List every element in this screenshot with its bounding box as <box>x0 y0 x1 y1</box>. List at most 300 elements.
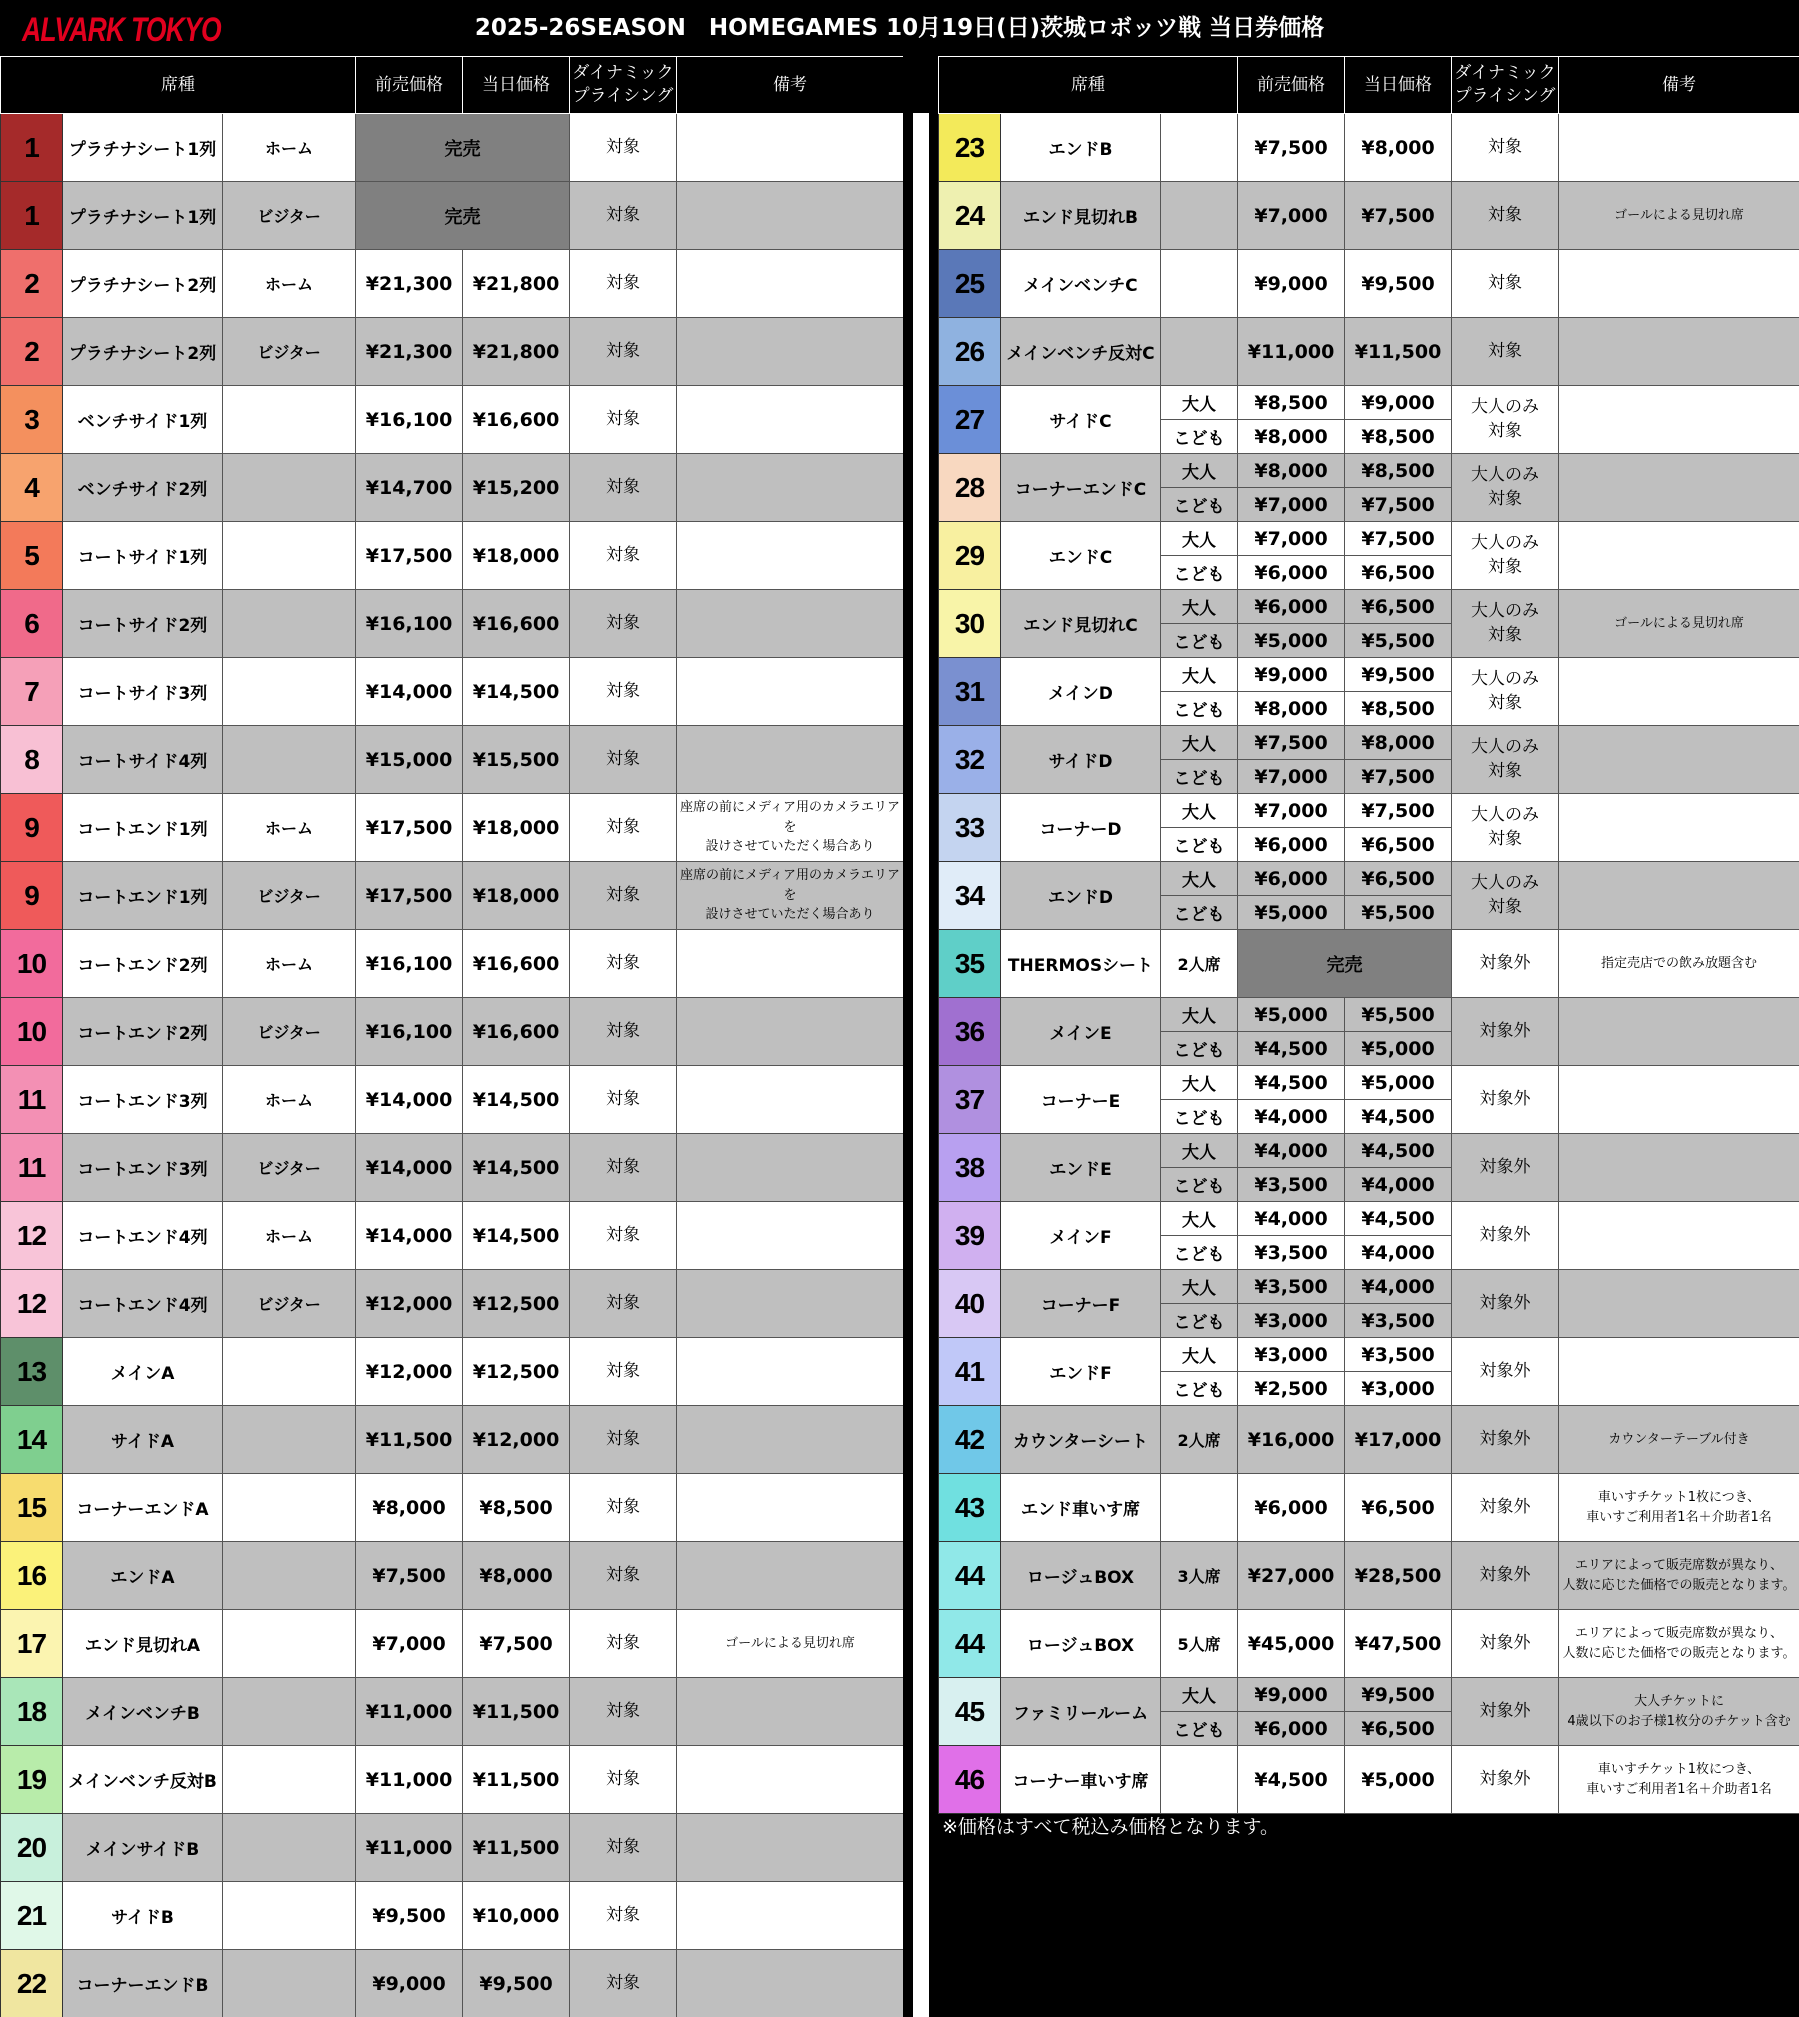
dynamic-pricing: 対象 <box>570 318 677 386</box>
remark <box>1559 1134 1799 1202</box>
age-type: 大人 <box>1161 1678 1238 1712</box>
advance-price: ¥7,500 <box>1238 726 1345 760</box>
age-type: 大人 <box>1161 454 1238 488</box>
seat-subtype <box>223 1610 356 1678</box>
seat-subtype: ホーム <box>223 1066 356 1134</box>
col-advance: 前売価格 <box>356 57 463 114</box>
seat-number-badge: 12 <box>1 1270 63 1338</box>
col-remarks: 備考 <box>1559 57 1799 114</box>
seat-name: ロージュBOX <box>1001 1610 1161 1678</box>
dayof-price: ¥15,500 <box>463 726 570 794</box>
advance-price: ¥8,000 <box>1238 420 1345 454</box>
age-type: 大人 <box>1161 1338 1238 1372</box>
seat-name: コートエンド1列 <box>63 794 223 862</box>
dynamic-pricing: 対象 <box>1452 318 1559 386</box>
dayof-price: ¥14,500 <box>463 1066 570 1134</box>
seat-subtype: ホーム <box>223 930 356 998</box>
remark <box>677 1270 904 1338</box>
age-type: こども <box>1161 624 1238 658</box>
advance-price: ¥7,000 <box>1238 522 1345 556</box>
seat-subtype <box>223 1950 356 2017</box>
dayof-price: ¥4,500 <box>1345 1202 1452 1236</box>
seat-subtype: 2人席 <box>1161 1406 1238 1474</box>
dynamic-pricing: 対象外 <box>1452 1746 1559 1814</box>
dayof-price: ¥8,000 <box>1345 114 1452 182</box>
dynamic-pricing: 対象 <box>570 454 677 522</box>
dayof-price: ¥10,000 <box>463 1882 570 1950</box>
dynamic-pricing: 対象 <box>570 1474 677 1542</box>
advance-price: ¥16,000 <box>1238 1406 1345 1474</box>
dynamic-pricing: 対象外 <box>1452 1270 1559 1338</box>
remark <box>1559 658 1799 726</box>
dayof-price: ¥7,500 <box>1345 794 1452 828</box>
advance-price: ¥3,000 <box>1238 1338 1345 1372</box>
remark <box>677 454 904 522</box>
dayof-price: ¥8,000 <box>463 1542 570 1610</box>
seat-number-badge: 8 <box>1 726 63 794</box>
dayof-price: ¥16,600 <box>463 590 570 658</box>
table-row <box>939 454 1799 488</box>
seat-name: ファミリールーム <box>1001 1678 1161 1746</box>
remark <box>677 590 904 658</box>
seat-number-badge: 33 <box>939 794 1001 862</box>
col-dynamic: ダイナミック プライシング <box>570 57 677 114</box>
seat-number-badge: 46 <box>939 1746 1001 1814</box>
dynamic-pricing: 対象外 <box>1452 1134 1559 1202</box>
dynamic-pricing: 対象 <box>570 1882 677 1950</box>
remark: ゴールによる見切れ席 <box>1559 590 1799 658</box>
divider-stripe <box>913 113 929 2017</box>
table-row <box>1 1746 904 1814</box>
table-row <box>1 1202 904 1270</box>
table-row <box>939 1202 1799 1236</box>
seat-number-badge: 3 <box>1 386 63 454</box>
table-row <box>1 1610 904 1678</box>
seat-number-badge: 31 <box>939 658 1001 726</box>
dayof-price: ¥3,500 <box>1345 1338 1452 1372</box>
seat-number-badge: 2 <box>1 250 63 318</box>
remark <box>677 1338 904 1406</box>
dynamic-pricing: 対象 <box>1452 114 1559 182</box>
remark: エリアによって販売席数が異なり、 人数に応じた価格での販売となります。 <box>1559 1610 1799 1678</box>
age-type: 大人 <box>1161 590 1238 624</box>
advance-price: ¥4,500 <box>1238 1032 1345 1066</box>
seat-number-badge: 45 <box>939 1678 1001 1746</box>
remark <box>677 1950 904 2017</box>
remark: 座席の前にメディア用のカメラエリアを 設けさせていただく場合あり <box>677 862 904 930</box>
seat-name: サイドA <box>63 1406 223 1474</box>
dayof-price: ¥28,500 <box>1345 1542 1452 1610</box>
dayof-price: ¥15,200 <box>463 454 570 522</box>
seat-subtype <box>223 590 356 658</box>
table-row <box>939 1610 1799 1678</box>
seat-number-badge: 5 <box>1 522 63 590</box>
seat-number-badge: 39 <box>939 1202 1001 1270</box>
table-row <box>939 318 1799 386</box>
remark: ゴールによる見切れ席 <box>677 1610 904 1678</box>
advance-price: ¥14,000 <box>356 1066 463 1134</box>
seat-name: メインベンチ反対C <box>1001 318 1161 386</box>
advance-price: ¥14,700 <box>356 454 463 522</box>
seat-subtype: ビジター <box>223 182 356 250</box>
dayof-price: ¥4,500 <box>1345 1134 1452 1168</box>
advance-price: ¥17,500 <box>356 794 463 862</box>
advance-price: ¥7,000 <box>356 1610 463 1678</box>
age-type: こども <box>1161 556 1238 590</box>
advance-price: ¥16,100 <box>356 386 463 454</box>
remark <box>677 522 904 590</box>
seat-name: メインベンチB <box>63 1678 223 1746</box>
table-row <box>939 1406 1799 1474</box>
advance-price: ¥3,500 <box>1238 1270 1345 1304</box>
dayof-price: ¥5,000 <box>1345 1032 1452 1066</box>
dynamic-pricing: 対象外 <box>1452 1338 1559 1406</box>
seat-name: エンド見切れC <box>1001 590 1161 658</box>
seat-number-badge: 42 <box>939 1406 1001 1474</box>
dayof-price: ¥4,500 <box>1345 1100 1452 1134</box>
age-type: 大人 <box>1161 862 1238 896</box>
dayof-price: ¥47,500 <box>1345 1610 1452 1678</box>
table-row <box>939 250 1799 318</box>
table-row <box>1 182 904 250</box>
dayof-price: ¥14,500 <box>463 658 570 726</box>
dayof-price: ¥9,000 <box>1345 386 1452 420</box>
dynamic-pricing: 大人のみ 対象 <box>1452 726 1559 794</box>
table-row <box>1 1950 904 2017</box>
seat-number-badge: 38 <box>939 1134 1001 1202</box>
dayof-price: ¥5,000 <box>1345 1066 1452 1100</box>
age-type: 大人 <box>1161 386 1238 420</box>
table-row <box>939 1338 1799 1372</box>
dayof-price: ¥4,000 <box>1345 1270 1452 1304</box>
table-row <box>1 1338 904 1406</box>
seat-name: カウンターシート <box>1001 1406 1161 1474</box>
advance-price: ¥6,000 <box>1238 828 1345 862</box>
dynamic-pricing: 大人のみ 対象 <box>1452 658 1559 726</box>
remark <box>677 1066 904 1134</box>
table-row <box>1 1542 904 1610</box>
remark <box>677 250 904 318</box>
remark <box>677 998 904 1066</box>
seat-name: コートサイド4列 <box>63 726 223 794</box>
remark <box>1559 862 1799 930</box>
remark: エリアによって販売席数が異なり、 人数に応じた価格での販売となります。 <box>1559 1542 1799 1610</box>
advance-price: ¥11,000 <box>1238 318 1345 386</box>
seat-subtype <box>223 1474 356 1542</box>
table-row <box>1 862 904 930</box>
seat-number-badge: 11 <box>1 1066 63 1134</box>
table-row <box>939 522 1799 556</box>
seat-subtype <box>223 1814 356 1882</box>
dayof-price: ¥16,600 <box>463 386 570 454</box>
remark <box>1559 114 1799 182</box>
seat-name: メインベンチ反対B <box>63 1746 223 1814</box>
seat-number-badge: 10 <box>1 998 63 1066</box>
table-row <box>1 522 904 590</box>
dayof-price: ¥7,500 <box>463 1610 570 1678</box>
dayof-price: ¥7,500 <box>1345 488 1452 522</box>
seat-number-badge: 34 <box>939 862 1001 930</box>
age-type: こども <box>1161 420 1238 454</box>
seat-number-badge: 23 <box>939 114 1001 182</box>
advance-price: ¥14,000 <box>356 1202 463 1270</box>
remark <box>1559 522 1799 590</box>
remark <box>1559 386 1799 454</box>
advance-price: ¥7,500 <box>1238 114 1345 182</box>
seat-number-badge: 25 <box>939 250 1001 318</box>
advance-price: ¥16,100 <box>356 930 463 998</box>
seat-subtype: ビジター <box>223 1270 356 1338</box>
advance-price: ¥45,000 <box>1238 1610 1345 1678</box>
age-type: こども <box>1161 1712 1238 1746</box>
seat-name: エンドD <box>1001 862 1161 930</box>
seat-subtype <box>223 1678 356 1746</box>
advance-price: ¥9,500 <box>356 1882 463 1950</box>
dayof-price: ¥9,500 <box>1345 1678 1452 1712</box>
table-row <box>939 590 1799 624</box>
advance-price: ¥7,000 <box>1238 760 1345 794</box>
dynamic-pricing: 対象 <box>570 1270 677 1338</box>
dayof-price: ¥11,500 <box>1345 318 1452 386</box>
dayof-price: ¥8,500 <box>1345 692 1452 726</box>
seat-name: メインE <box>1001 998 1161 1066</box>
seat-number-badge: 29 <box>939 522 1001 590</box>
age-type: こども <box>1161 1372 1238 1406</box>
advance-price: ¥4,000 <box>1238 1134 1345 1168</box>
advance-price: ¥11,000 <box>356 1814 463 1882</box>
dynamic-pricing: 対象 <box>570 1950 677 2017</box>
advance-price: ¥5,000 <box>1238 896 1345 930</box>
age-type: 大人 <box>1161 1134 1238 1168</box>
advance-price: ¥5,000 <box>1238 624 1345 658</box>
dayof-price: ¥18,000 <box>463 794 570 862</box>
remark <box>1559 794 1799 862</box>
table-row <box>1 1066 904 1134</box>
dayof-price: ¥4,000 <box>1345 1236 1452 1270</box>
remark <box>1559 1202 1799 1270</box>
seat-number-badge: 1 <box>1 114 63 182</box>
age-type: こども <box>1161 1168 1238 1202</box>
seat-number-badge: 37 <box>939 1066 1001 1134</box>
advance-price: ¥11,000 <box>356 1746 463 1814</box>
advance-price: ¥27,000 <box>1238 1542 1345 1610</box>
age-type: 大人 <box>1161 658 1238 692</box>
seat-number-badge: 9 <box>1 862 63 930</box>
seat-number-badge: 26 <box>939 318 1001 386</box>
dynamic-pricing: 対象 <box>570 794 677 862</box>
col-dynamic: ダイナミック プライシング <box>1452 57 1559 114</box>
seat-number-badge: 15 <box>1 1474 63 1542</box>
sold-out-badge: 完売 <box>1238 930 1452 998</box>
remark: 車いすチケット1枚につき、 車いすご利用者1名＋介助者1名 <box>1559 1746 1799 1814</box>
dynamic-pricing: 対象 <box>570 862 677 930</box>
seat-number-badge: 35 <box>939 930 1001 998</box>
remark <box>677 1542 904 1610</box>
dynamic-pricing: 対象 <box>1452 182 1559 250</box>
dayof-price: ¥16,600 <box>463 930 570 998</box>
advance-price: ¥8,000 <box>1238 692 1345 726</box>
col-dayof: 当日価格 <box>463 57 570 114</box>
advance-price: ¥8,000 <box>356 1474 463 1542</box>
dayof-price: ¥6,500 <box>1345 556 1452 590</box>
advance-price: ¥21,300 <box>356 318 463 386</box>
seat-number-badge: 10 <box>1 930 63 998</box>
advance-price: ¥15,000 <box>356 726 463 794</box>
seat-subtype: ホーム <box>223 1202 356 1270</box>
seat-name: コーナーエンドA <box>63 1474 223 1542</box>
table-row <box>1 1814 904 1882</box>
dynamic-pricing: 対象 <box>570 658 677 726</box>
remark <box>677 726 904 794</box>
seat-number-badge: 14 <box>1 1406 63 1474</box>
advance-price: ¥9,000 <box>356 1950 463 2017</box>
dayof-price: ¥9,500 <box>1345 250 1452 318</box>
seat-subtype: ホーム <box>223 794 356 862</box>
remark: 指定売店での飲み放題含む <box>1559 930 1799 998</box>
advance-price: ¥11,000 <box>356 1678 463 1746</box>
seat-number-badge: 6 <box>1 590 63 658</box>
dayof-price: ¥5,500 <box>1345 896 1452 930</box>
seat-number-badge: 40 <box>939 1270 1001 1338</box>
table-row <box>1 114 904 182</box>
remark <box>1559 1338 1799 1406</box>
age-type: 大人 <box>1161 726 1238 760</box>
col-remarks: 備考 <box>677 57 904 114</box>
dayof-price: ¥7,500 <box>1345 760 1452 794</box>
table-row <box>939 1746 1799 1814</box>
age-type: 大人 <box>1161 1270 1238 1304</box>
dayof-price: ¥6,500 <box>1345 862 1452 896</box>
seat-name: コートサイド1列 <box>63 522 223 590</box>
dayof-price: ¥21,800 <box>463 250 570 318</box>
table-row <box>1 454 904 522</box>
seat-name: ロージュBOX <box>1001 1542 1161 1610</box>
dynamic-pricing: 対象 <box>570 1406 677 1474</box>
seat-subtype: ビジター <box>223 318 356 386</box>
seat-subtype <box>1161 250 1238 318</box>
seat-name: サイドB <box>63 1882 223 1950</box>
seat-subtype: ホーム <box>223 114 356 182</box>
dayof-price: ¥18,000 <box>463 862 570 930</box>
seat-name: コートサイド2列 <box>63 590 223 658</box>
col-seat: 席種 <box>939 57 1238 114</box>
advance-price: ¥2,500 <box>1238 1372 1345 1406</box>
remark <box>1559 1066 1799 1134</box>
table-row <box>939 726 1799 760</box>
seat-subtype: ホーム <box>223 250 356 318</box>
remark <box>677 386 904 454</box>
age-type: こども <box>1161 760 1238 794</box>
age-type: こども <box>1161 1100 1238 1134</box>
table-row <box>939 1066 1799 1100</box>
remark <box>677 1746 904 1814</box>
table-row <box>939 658 1799 692</box>
table-row <box>1 1134 904 1202</box>
seat-name: エンドF <box>1001 1338 1161 1406</box>
table-row <box>1 998 904 1066</box>
remark <box>1559 318 1799 386</box>
age-type: こども <box>1161 1032 1238 1066</box>
logo: ALVARK TOKYO <box>22 11 221 49</box>
table-row <box>939 862 1799 896</box>
dynamic-pricing: 対象 <box>570 1746 677 1814</box>
seat-name: コートエンド2列 <box>63 930 223 998</box>
remark <box>1559 998 1799 1066</box>
age-type: こども <box>1161 1236 1238 1270</box>
remark <box>1559 250 1799 318</box>
seat-name: サイドD <box>1001 726 1161 794</box>
dayof-price: ¥6,500 <box>1345 1712 1452 1746</box>
advance-price: ¥16,100 <box>356 998 463 1066</box>
remark <box>677 1814 904 1882</box>
seat-name: THERMOSシート <box>1001 930 1161 998</box>
seat-number-badge: 27 <box>939 386 1001 454</box>
seat-name: プラチナシート1列 <box>63 114 223 182</box>
dayof-price: ¥12,000 <box>463 1406 570 1474</box>
seat-number-badge: 9 <box>1 794 63 862</box>
dayof-price: ¥8,500 <box>463 1474 570 1542</box>
dayof-price: ¥12,500 <box>463 1338 570 1406</box>
advance-price: ¥12,000 <box>356 1270 463 1338</box>
seat-name: メインベンチC <box>1001 250 1161 318</box>
price-table-right <box>938 56 1799 1814</box>
seat-subtype <box>223 522 356 590</box>
table-row <box>1 658 904 726</box>
seat-name: メインA <box>63 1338 223 1406</box>
col-dayof: 当日価格 <box>1345 57 1452 114</box>
seat-number-badge: 18 <box>1 1678 63 1746</box>
page-title: 2025-26SEASON HOMEGAMES 10月19日(日)茨城ロボッツ戦 当日券価格 <box>474 15 1325 41</box>
dynamic-pricing: 対象 <box>570 182 677 250</box>
seat-number-badge: 44 <box>939 1610 1001 1678</box>
seat-number-badge: 19 <box>1 1746 63 1814</box>
seat-name: メインD <box>1001 658 1161 726</box>
seat-subtype <box>223 386 356 454</box>
remark <box>677 1678 904 1746</box>
table-row <box>939 386 1799 420</box>
seat-name: コートエンド3列 <box>63 1066 223 1134</box>
seat-name: コーナーE <box>1001 1066 1161 1134</box>
age-type: こども <box>1161 1304 1238 1338</box>
table-row <box>939 1474 1799 1542</box>
dynamic-pricing: 対象 <box>570 998 677 1066</box>
advance-price: ¥6,000 <box>1238 1474 1345 1542</box>
advance-price: ¥7,500 <box>356 1542 463 1610</box>
advance-price: ¥7,000 <box>1238 488 1345 522</box>
sold-out-badge: 完売 <box>356 114 570 182</box>
advance-price: ¥8,000 <box>1238 454 1345 488</box>
dynamic-pricing: 対象 <box>570 386 677 454</box>
seat-name: プラチナシート1列 <box>63 182 223 250</box>
remark <box>677 1202 904 1270</box>
seat-name: コーナー車いす席 <box>1001 1746 1161 1814</box>
advance-price: ¥4,500 <box>1238 1066 1345 1100</box>
remark: カウンターテーブル付き <box>1559 1406 1799 1474</box>
seat-name: コーナーエンドC <box>1001 454 1161 522</box>
dayof-price: ¥11,500 <box>463 1814 570 1882</box>
remark <box>677 930 904 998</box>
advance-price: ¥12,000 <box>356 1338 463 1406</box>
seat-subtype <box>1161 1474 1238 1542</box>
dayof-price: ¥6,500 <box>1345 590 1452 624</box>
remark <box>677 1882 904 1950</box>
dynamic-pricing: 対象 <box>570 1542 677 1610</box>
seat-name: エンド見切れB <box>1001 182 1161 250</box>
seat-subtype <box>223 454 356 522</box>
seat-subtype <box>223 1882 356 1950</box>
seat-number-badge: 36 <box>939 998 1001 1066</box>
advance-price: ¥4,000 <box>1238 1100 1345 1134</box>
